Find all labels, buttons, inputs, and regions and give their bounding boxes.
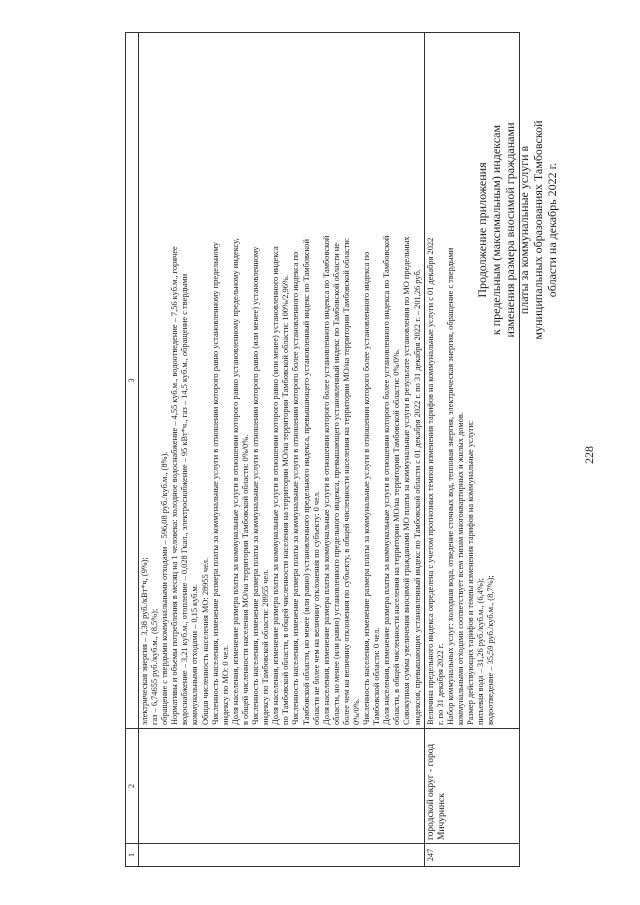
municipality-name [139,729,425,844]
description-line: Доля населения, изменение размера платы за коммунальные услуги в отношении которого более установленного индекса по Тамбовской [321,235,331,725]
description-line: Набор коммунальных услуг: холодная вода, отведение сточных вод, тепловая энергия, электрическая энергия, обращение с твердыми [445,247,455,725]
description-line: питьевая вода – 31,26 руб./куб.м., (6,4%); [476,578,486,725]
description-line: Численность населения, изменение размера платы за коммунальные услуги в отношении которого более установленного индекса по [362,251,372,725]
heading-line: платы за коммунальные услуги в [517,145,531,315]
description-line: области, в общей численности населения на территории МО/на территории Тамбовской области: 0%/0%. [392,349,402,725]
description-line: Численность населения, изменение размера платы за коммунальные услуги в отношении которого равно (или менее) установленному [251,246,261,725]
description-line: Доля населения, изменение размера платы за коммунальные услуги в отношении которого более установленного индекса по Тамбовской [382,235,392,725]
description-line: Совокупная сумма увеличения вносимой гражданами МО платы за коммунальные услуги в результате установления по МО предельных [402,236,412,725]
description-line: газ – 6,74655 руб./куб.м., (8,5%); [150,608,160,725]
description-line: г. по 31 декабря 2022 г. [435,643,445,725]
description-line: водоотведение – 35,59 руб./куб.м., (8,7%); [486,575,496,725]
header-col-3: 3 [126,33,139,729]
municipality-name: городской округ - город Мичуринск [424,729,519,844]
heading-line: муниципальных образованиях Тамбовской [531,120,545,340]
description-lines [426,36,497,725]
description-line: Нормативы и объемы потребления в месяц на 1 человека: холодное водоснабжение – 4,55 куб.м., водоотведение – 7,56 куб.м., горячее [170,246,180,725]
description-line: Величина предельного индекса определена с учетом прогнозных темпов изменения тарифов на коммунальные услуги с 01 декабря 2022 [425,237,435,725]
description-line: Численность населения, изменение размера платы за коммунальные услуги в отношении которого равно установленному предельному [210,242,220,725]
description-line: Общая численность населения МО: 28955 чел. [200,557,210,725]
description-line: Тамбовской области, но менее (или равно) установленного предельного индекса, превышающего установленный индекс по Тамбовской [301,239,311,725]
index-table [125,32,520,867]
row-number: 247 [424,844,519,867]
description-line: Тамбовской области: 0 чел. [372,627,382,725]
table-row-continued [139,33,425,867]
description-line: Доля населения, изменение размера платы за коммунальные услуги в отношении которого равно (или менее) установленного индекса [271,246,281,725]
header-col-1: 1 [126,844,139,867]
description-line: области не более чем на величину отклонения по субъекту: 0 чел. [311,490,321,725]
description-line: водоснабжение – 3,21 куб.м., отопление – 0,028 Гкал., электроснабжение – 95 кВт*ч., газ – 14,5 куб.м., обращение с твердыми [180,273,190,725]
row-description [139,33,425,729]
description-line: Численность населения, изменение размера платы за коммунальные услуги в отношении которого более установленного индекса по [291,251,301,725]
heading-line: изменения размера вносимой гражданами [503,122,517,338]
description-line: в общей численности населения МО/на территории Тамбовской области: 0%/0%. [240,434,250,725]
page-number: 228 [582,446,596,464]
header-col-2: 2 [126,729,139,844]
table-header-row [126,33,139,867]
table-row-247 [424,33,519,867]
row-number [139,844,425,867]
description-line: коммунальными отходами соответствует всем типам многоквартирных и жилых домов. [455,412,465,725]
description-line: индексу по МО: 0 чел. [220,645,230,725]
description-line: обращение с твердыми коммунальными отходами – 596,08 руб./куб.м., (8%). [160,451,170,725]
heading-line: Продолжение приложения [475,162,489,298]
description-line: коммунальными отходами – 0,15 куб.м. [190,584,200,725]
description-line: Размер действующих тарифов и темпы изменения тарифов на коммунальные услуги: [466,420,475,725]
description-line: индексу по Тамбовской области: 28955 чел. [261,569,271,725]
description-lines [140,36,423,725]
description-line: индексов, превышающих установленный индекс по Тамбовской области с 01 декабря 2022 г. по 31 декабря 2022 г. – 201,26 руб. [412,269,422,725]
description-line: Доля населения, изменение размера платы за коммунальные услуги в отношении которого равно установленному предельному индексу, [230,238,240,725]
description-line: более чем на величину отклонения по субъекту, в общей численности населения на территории МО/на территории Тамбовской области: [341,237,351,725]
heading-line: к предельным (максимальным) индексам [489,124,503,336]
description-line: 0%/0%. [351,698,361,725]
row-description [424,33,519,729]
heading-line: области на декабрь 2022 г. [545,162,559,298]
description-line: по Тамбовской области, в общей численности населения на территории МО/на территории Тамбовской области: 100%/2,96%. [281,275,291,725]
description-line: электрическая энергия – 3,38 руб./кВт*ч, (9%); [140,557,149,725]
description-line: области, но менее (или равно) установленного предельного индекса, превышающего установленный индекс по Тамбовской области не [331,243,341,725]
